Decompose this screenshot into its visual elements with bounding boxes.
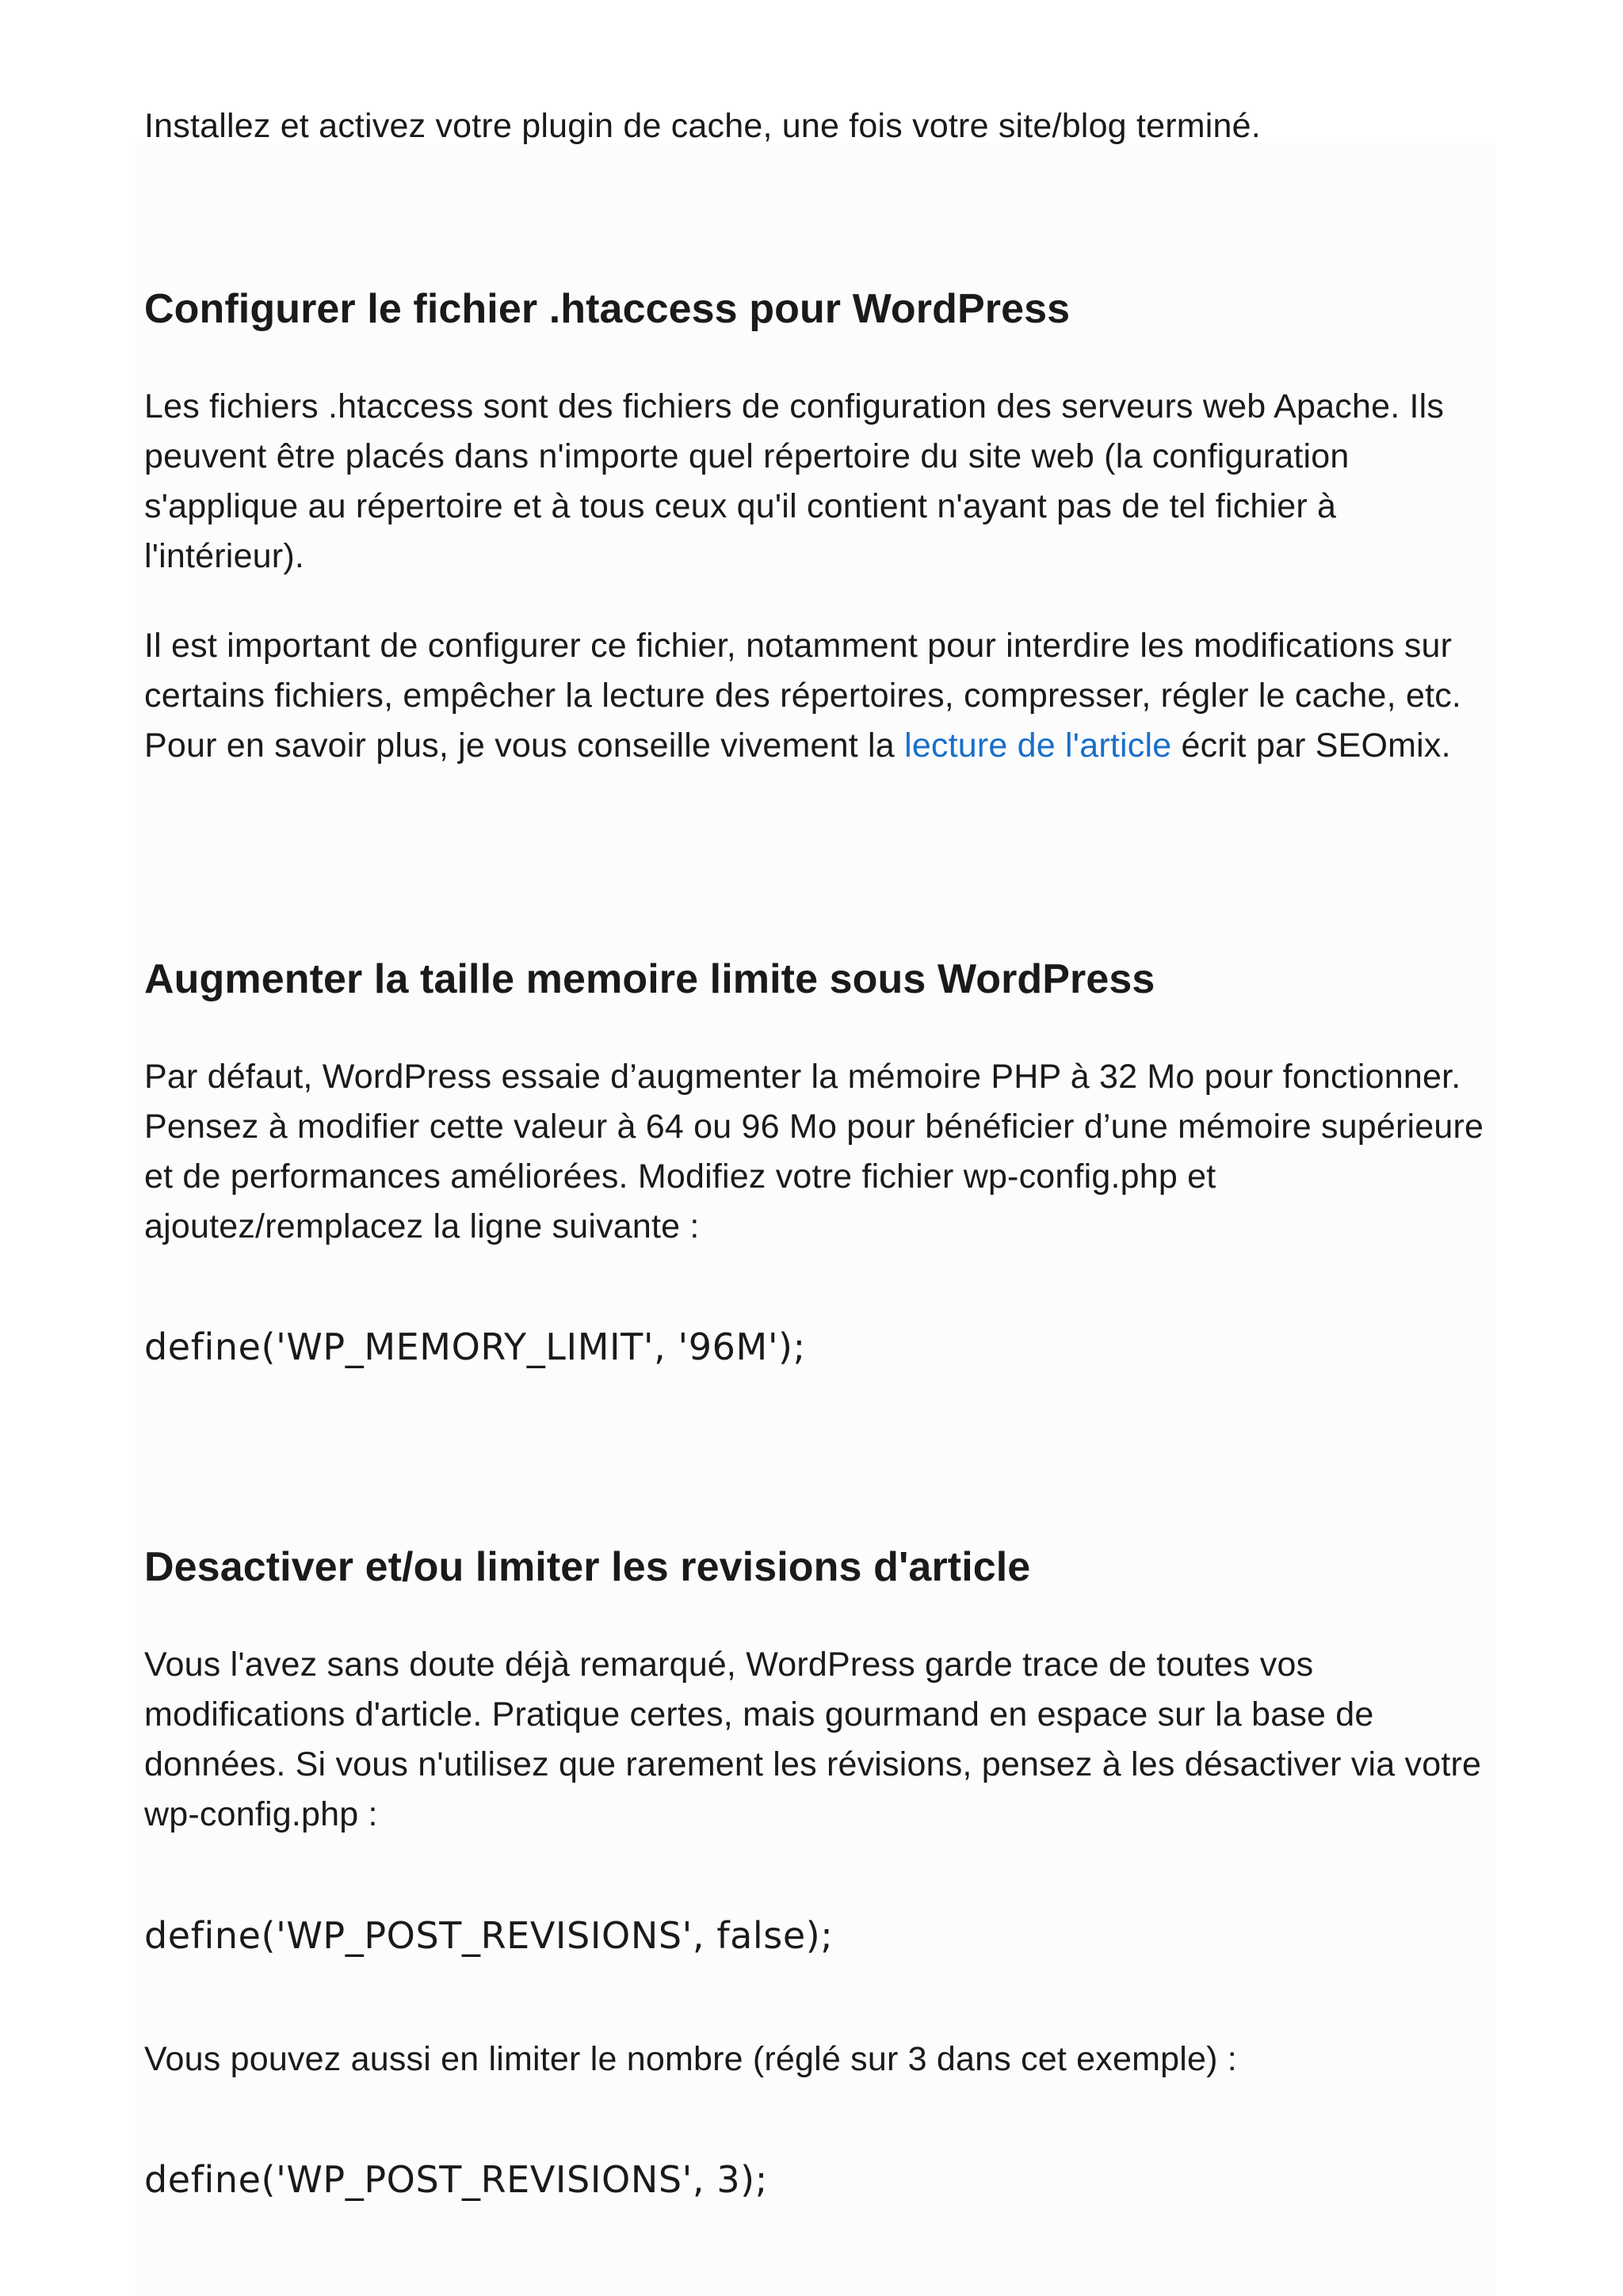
memory-paragraph: Par défaut, WordPress essaie d’augmenter la mémoire PHP à 32 Mo pour fonctionner. Pensez à modifier cette valeur à 64 ou 96 Mo pour bénéficier d’une mémoire supérieure et de performances améliorées. Modifiez votre fichier wp-config.php et ajoutez/remplacez la ligne suivante : <box>144 1058 1484 1245</box>
htaccess-paragraph-2 <box>144 621 1491 771</box>
intro-paragraph: Installez et activez votre plugin de cache, une fois votre site/blog terminé. <box>144 107 1261 145</box>
revisions-disable-code: define('WP_POST_REVISIONS', false); <box>144 1914 834 1957</box>
htaccess-paragraph-2-end: écrit par SEOmix. <box>1171 727 1451 765</box>
revisions-paragraph: Vous l'avez sans doute déjà remarqué, WordPress garde trace de toutes vos modifications d'article. Pratique certes, mais gourmand en espace sur la base de données. Si vous n'utilisez que rarement les révisions, pensez à les désactiver via votre wp-config.php : <box>144 1646 1482 1833</box>
revisions-limit-paragraph: Vous pouvez aussi en limiter le nombre (réglé sur 3 dans cet exemple) : <box>144 2040 1237 2078</box>
memory-code-line: define('WP_MEMORY_LIMIT', '96M'); <box>144 1325 806 1368</box>
article-link[interactable]: lecture de l'article <box>904 727 1172 765</box>
htaccess-heading: Configurer le fichier .htaccess pour WordPress <box>144 286 1071 332</box>
revisions-heading: Desactiver et/ou limiter les revisions d'article <box>144 1544 1031 1590</box>
htaccess-paragraph-2-text: Il est important de configurer ce fichier, notamment pour interdire les modifications sur certains fichiers, empêcher la lecture des répertoires, compresser, régler le cache, etc. Pour en savoir plus, je vous conseille vivement la <box>144 627 1462 765</box>
revisions-limit-code: define('WP_POST_REVISIONS', 3); <box>144 2158 768 2201</box>
memory-heading: Augmenter la taille memoire limite sous WordPress <box>144 956 1155 1002</box>
htaccess-paragraph-1: Les fichiers .htaccess sont des fichiers de configuration des serveurs web Apache. Ils peuvent être placés dans n'importe quel répertoire du site web (la configuration s'applique au répertoire et à tous ceux qu'il contient n'ayant pas de tel fichier à l'intérieur). <box>144 387 1445 575</box>
